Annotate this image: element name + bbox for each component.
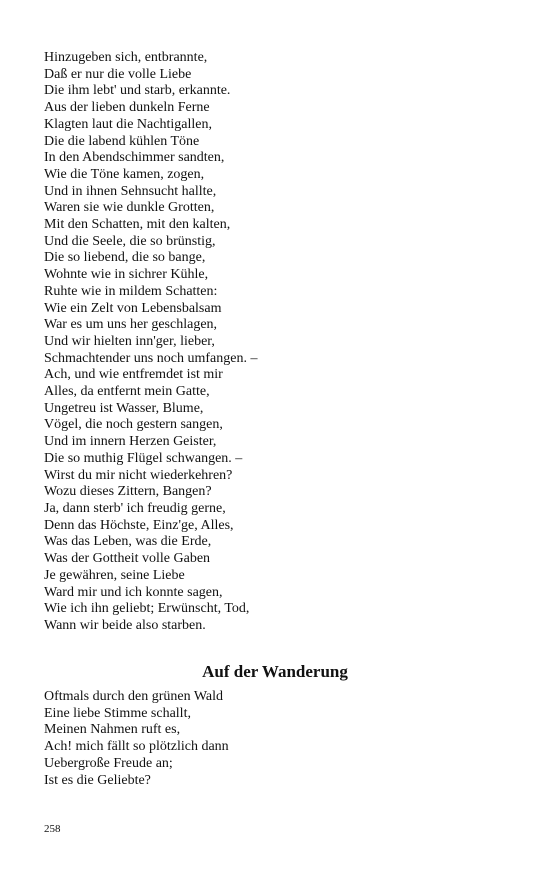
poem-line: Wohnte wie in sichrer Kühle, — [44, 267, 209, 283]
poem-line: Ruhte wie in mildem Schatten: — [44, 283, 218, 299]
poem-line: Was das Leben, was die Erde, — [44, 534, 212, 550]
poem-title: Auf der Wanderung — [202, 662, 348, 681]
poem-line: Und in ihnen Sehnsucht hallte, — [44, 183, 217, 199]
poem-line: Die die labend kühlen Töne — [44, 133, 200, 149]
poem-line: Ja, dann sterb' ich freudig gerne, — [44, 500, 226, 516]
poem-line: Ach! mich fällt so plötzlich dann — [44, 739, 229, 755]
poem-line: Und die Seele, die so brünstig, — [44, 233, 216, 249]
poem-auf-der-wanderung — [44, 689, 229, 789]
poem-line: Schmachtender uns noch umfangen. – — [44, 350, 258, 366]
poem-line: Was der Gottheit volle Gaben — [44, 551, 211, 567]
poem-line: Die ihm lebt' und starb, erkannte. — [44, 83, 231, 99]
poem-line: Eine liebe Stimme schallt, — [44, 705, 191, 721]
poem-continuation — [44, 50, 257, 635]
poem-line: Ward mir und ich konnte sagen, — [44, 584, 223, 600]
poem-line: Ach, und wie entfremdet ist mir — [44, 367, 223, 383]
poem-line: Wie ich ihn geliebt; Erwünscht, Tod, — [44, 601, 250, 617]
poem-line: Ist es die Geliebte? — [44, 772, 151, 788]
poem-line: Alles, da entfernt mein Gatte, — [44, 384, 210, 400]
poem-line: Denn das Höchste, Einz'ge, Alles, — [44, 517, 234, 533]
poem-line: Wirst du mir nicht wiederkehren? — [44, 467, 233, 483]
poem-line: Wozu dieses Zittern, Bangen? — [44, 484, 212, 500]
poem-line: Wie ein Zelt von Lebensbalsam — [44, 300, 222, 316]
poem-line: Klagten laut die Nachtigallen, — [44, 116, 212, 132]
poem-line: Hinzugeben sich, entbrannte, — [44, 50, 208, 65]
poem-line: Mit den Schatten, mit den kalten, — [44, 217, 231, 233]
poem-line: Vögel, die noch gestern sangen, — [44, 417, 223, 433]
poem-line: War es um uns her geschlagen, — [44, 317, 218, 333]
poem-line: Die so liebend, die so bange, — [44, 250, 206, 266]
poem-line: Ungetreu ist Wasser, Blume, — [44, 400, 204, 416]
page-number: 258 — [44, 823, 61, 835]
poem-line: Je gewähren, seine Liebe — [44, 567, 185, 583]
poem-line: Wie die Töne kamen, zogen, — [44, 166, 205, 182]
poem-line: Und wir hielten inn'ger, lieber, — [44, 333, 215, 349]
poem-line: In den Abendschimmer sandten, — [44, 150, 225, 166]
poem-line: Aus der lieben dunkeln Ferne — [44, 100, 210, 116]
poem-line: Und im innern Herzen Geister, — [44, 434, 217, 450]
poem-line: Wann wir beide also starben. — [44, 617, 206, 633]
poem-line: Waren sie wie dunkle Grotten, — [44, 200, 215, 216]
poem-line: Uebergroße Freude an; — [44, 755, 173, 771]
poem-line: Die so muthig Flügel schwangen. – — [44, 450, 243, 466]
poem-line: Meinen Nahmen ruft es, — [44, 722, 181, 738]
poem-line: Oftmals durch den grünen Wald — [44, 689, 224, 704]
poem-line: Daß er nur die volle Liebe — [44, 66, 192, 82]
